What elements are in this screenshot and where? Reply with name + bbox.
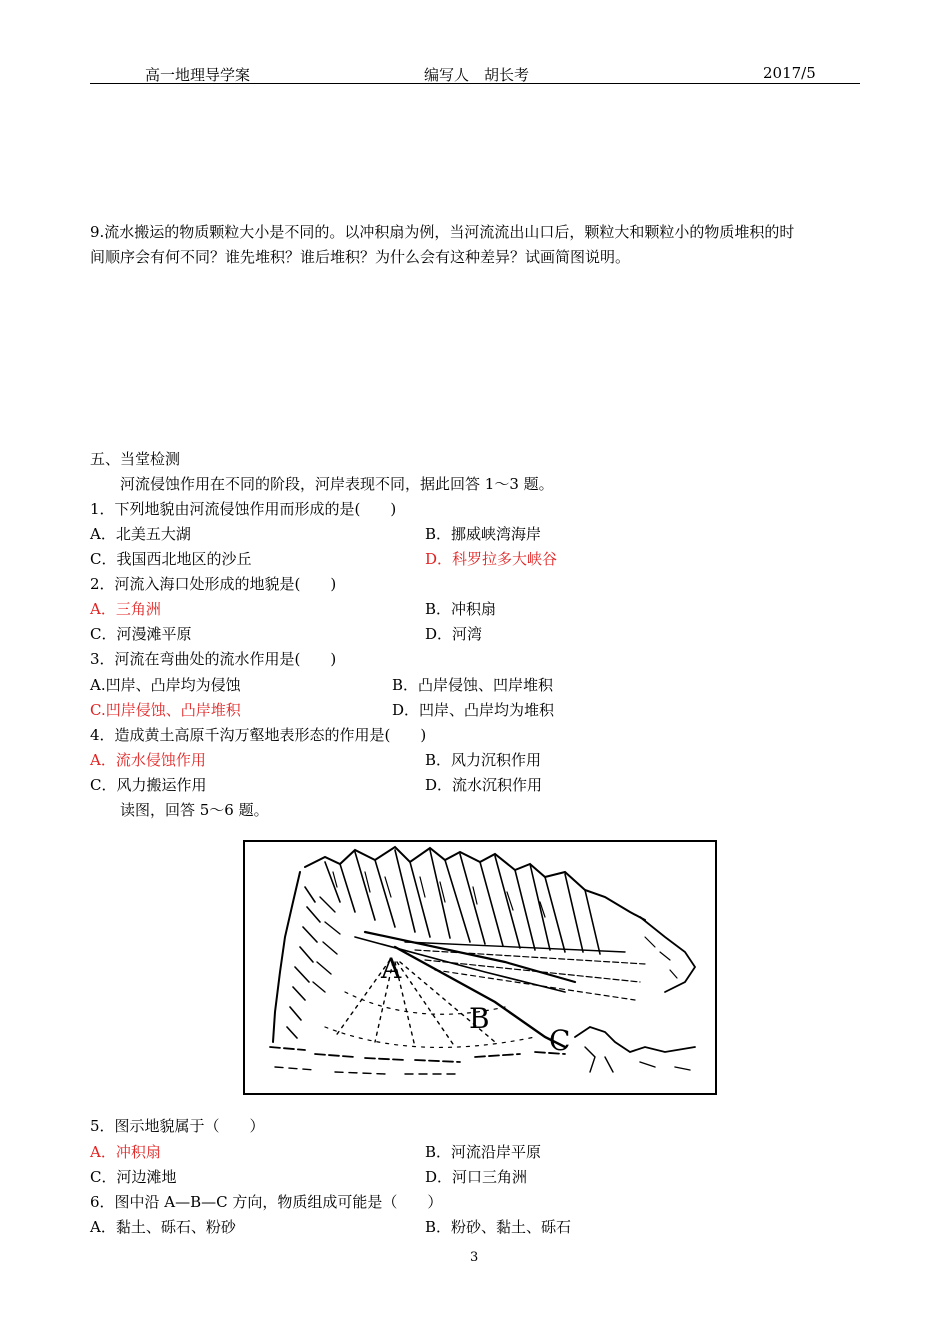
q6-stem: 6．图中沿 A—B—C 方向，物质组成可能是（ ） bbox=[90, 1193, 443, 1211]
q1-option-b: B．挪威峡湾海岸 bbox=[425, 525, 542, 543]
q1-option-a: A．北美五大湖 bbox=[90, 525, 191, 543]
q5-option-d: D．河口三角洲 bbox=[425, 1168, 528, 1186]
q2-stem: 2．河流入海口处形成的地貌是( ) bbox=[90, 575, 337, 593]
header-rule bbox=[90, 83, 860, 84]
q6-option-b: B．粉砂、黏土、砾石 bbox=[425, 1218, 572, 1236]
fig-label-a: A bbox=[381, 952, 402, 985]
q3-option-c-answer: C.凹岸侵蚀、凸岸堆积 bbox=[90, 701, 241, 719]
header-author: 编写人 胡长考 bbox=[424, 66, 530, 84]
q4-stem: 4．造成黄土高原千沟万壑地表形态的作用是( ) bbox=[90, 726, 427, 744]
q2-option-c: C．河漫滩平原 bbox=[90, 625, 192, 643]
header-date: 2017/5 bbox=[763, 64, 816, 82]
q3-option-b: B．凸岸侵蚀、凹岸堆积 bbox=[392, 676, 554, 694]
q2-option-a-answer: A．三角洲 bbox=[90, 600, 161, 618]
q5-option-c: C．河边滩地 bbox=[90, 1168, 177, 1186]
q1-option-d-answer: D．科罗拉多大峡谷 bbox=[425, 550, 558, 568]
fig-label-b: B bbox=[469, 1002, 490, 1035]
q5-stem: 5．图示地貌属于（ ） bbox=[90, 1117, 265, 1135]
alluvial-fan-sketch bbox=[245, 842, 715, 1093]
q9-line1: 9.流水搬运的物质颗粒大小是不同的。以冲积扇为例，当河流流出山口后，颗粒大和颗粒小的物质堆积的时 bbox=[90, 223, 795, 241]
q6-option-a: A．黏土、砾石、粉砂 bbox=[90, 1218, 236, 1236]
alluvial-fan-figure bbox=[243, 840, 717, 1095]
q4-option-d: D．流水沉积作用 bbox=[425, 776, 543, 794]
q3-option-a: A.凹岸、凸岸均为侵蚀 bbox=[90, 676, 241, 694]
q2-option-d: D．河湾 bbox=[425, 625, 483, 643]
figure-intro: 读图，回答 5～6 题。 bbox=[120, 801, 269, 819]
header-title: 高一地理导学案 bbox=[145, 66, 251, 84]
q4-option-b: B．风力沉积作用 bbox=[425, 751, 542, 769]
q9-line2: 间顺序会有何不同？谁先堆积？谁后堆积？为什么会有这种差异？试画简图说明。 bbox=[90, 248, 631, 266]
q2-option-b: B．冲积扇 bbox=[425, 600, 497, 618]
fig-label-c: C bbox=[549, 1024, 571, 1057]
page-number: 3 bbox=[470, 1250, 479, 1265]
q4-option-c: C．风力搬运作用 bbox=[90, 776, 207, 794]
q5-option-a-answer: A．冲积扇 bbox=[90, 1143, 161, 1161]
q5-option-b: B．河流沿岸平原 bbox=[425, 1143, 542, 1161]
section-intro: 河流侵蚀作用在不同的阶段，河岸表现不同，据此回答 1～3 题。 bbox=[120, 475, 554, 493]
q3-option-d: D．凹岸、凸岸均为堆积 bbox=[392, 701, 555, 719]
q4-option-a-answer: A．流水侵蚀作用 bbox=[90, 751, 206, 769]
section-title: 五、当堂检测 bbox=[90, 450, 181, 468]
q1-option-c: C．我国西北地区的沙丘 bbox=[90, 550, 252, 568]
q1-stem: 1．下列地貌由河流侵蚀作用而形成的是( ) bbox=[90, 500, 397, 518]
q3-stem: 3．河流在弯曲处的流水作用是( ) bbox=[90, 650, 337, 668]
